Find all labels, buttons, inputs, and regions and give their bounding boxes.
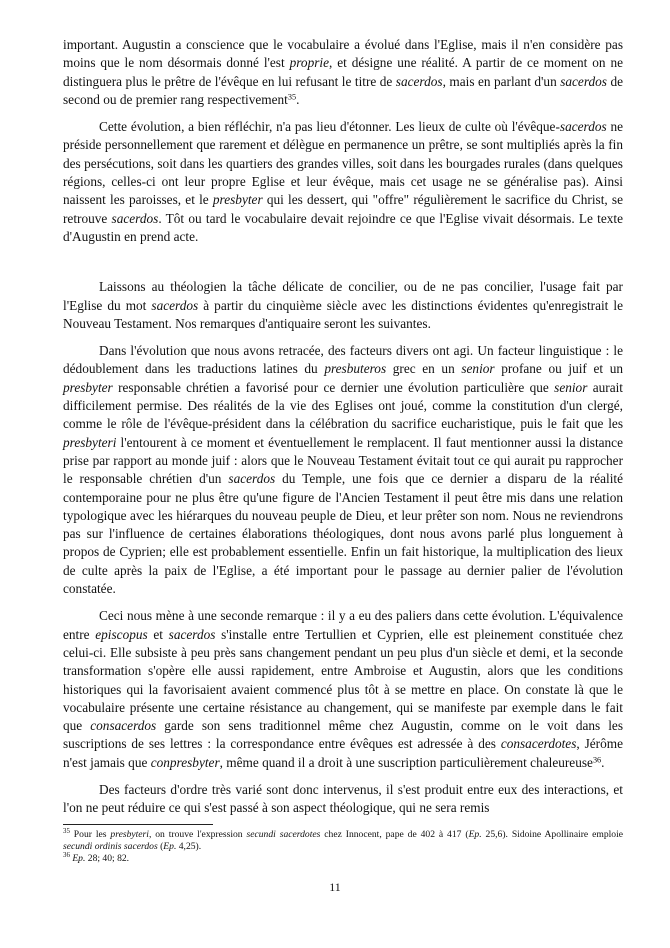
text-run: Laissons au théologien la tâche délicate de concilier, ou de ne pas concilier, l'usage fait par l'Eglise du mot [63, 279, 623, 313]
text-run: 4,25). [176, 840, 202, 852]
italic-term: episcopus [95, 626, 148, 642]
text-run: qui les dessert, qui "offre" régulièrement le sacrifice du Christ, se retrouve [63, 192, 623, 226]
page-body [63, 36, 623, 866]
text-run: profane ou juif et un [494, 361, 623, 377]
italic-term: presbyter [212, 192, 263, 208]
text-run: de second ou de premier rang respectivement [63, 73, 623, 107]
text-run: chez Innocent, pape de 402 à 417 ( [320, 828, 469, 840]
italic-term: Ep. [468, 828, 482, 840]
italic-term: presbyteri [63, 434, 117, 450]
footnote-35 [63, 829, 623, 854]
italic-term: conpresbyter [150, 754, 220, 770]
italic-term: sacerdos [111, 210, 159, 226]
footnote-marker: 36 [63, 852, 70, 860]
footnote-36 [63, 853, 623, 865]
italic-term: Ep. [72, 853, 86, 865]
italic-term: proprie [289, 55, 329, 71]
text-run: Des facteurs d'ordre très varié sont donc intervenus, il s'est produit entre eux des interactions, et l'on ne peut réduire ce qui s'est passé à son aspect théologique, qui ne sera remis [63, 781, 623, 816]
italic-term: presbuteros [324, 361, 387, 377]
italic-term: consacerdotes [500, 736, 577, 752]
italic-term: secundi ordinis sacerdos [63, 840, 158, 852]
text-run: Pour les [69, 828, 111, 840]
text-run: et [147, 626, 169, 642]
italic-term: Ep. [163, 840, 177, 852]
text-run: , mais en parlant d'un [442, 73, 561, 89]
text-run: 25,6). Sidoine Apollinaire emploie [481, 828, 624, 840]
text-run: responsable chrétien a favorisé pour ce dernier une évolution particulière que [112, 379, 555, 395]
italic-term: sacerdos [168, 626, 216, 642]
italic-term: sacerdos [228, 471, 276, 487]
italic-term: secundi sacerdotes [246, 828, 321, 840]
footnote-marker: 35 [63, 827, 70, 835]
text-run: , et désigne une réalité. A partir de ce moment on ne distinguera plus le prêtre de l'évêque en lui refusant le titre de [63, 55, 623, 89]
text-run: important. Augustin a conscience que le vocabulaire a évolué dans l'Eglise, mais il n'en considère pas moins que le nom désormais donné l'est [63, 37, 623, 71]
text-run: l'entourent à ce moment et éventuellement le remplacent. Il faut mentionner aussi la distance prise par rapport au monde juif : alors que le Nouveau Testament évitait tout ce qui aurait pu rapprocher le responsable chrétien d'un [63, 434, 623, 487]
paragraph-5 [63, 607, 623, 772]
text-run: Dans l'évolution que nous avons retracée, des facteurs divers ont agi. Un facteur linguistique : le dédoublement dans les traductions latines du [63, 343, 623, 377]
text-run: grec en un [386, 361, 462, 377]
italic-term: presbyter [63, 379, 113, 395]
text-run: aurait difficilement permise. Des réalités de la vie des Eglises ont joué, comme la constitution d'un clergé, comme le rôle de l'évêque-président dans la célébration du sacrifice eucharistique, puis le fait que les [63, 379, 624, 432]
italic-term: sacerdos [151, 297, 199, 313]
paragraph-3 [63, 278, 623, 333]
text-run: Ceci nous mène à une seconde remarque : il y a eu des paliers dans cette évolution. L'équivalence entre [63, 608, 623, 642]
text-run: , même quand il a droit à une suscription particulièrement chaleureuse [219, 754, 593, 770]
page-number: 11 [329, 880, 341, 894]
text-run: garde son sens traditionnel même chez Augustin, comme on le voit dans les suscriptions de ses lettres : la correspondance entre évêques est adressée à des [63, 718, 623, 752]
footnote-marker: 35 [287, 92, 297, 102]
italic-term: sacerdos [560, 73, 607, 89]
text-run: ne préside personnellement que rarement et délègue en permanence un prêtre, se sont multipliés après la fin des persécutions, soit dans les quartiers des grandes villes, soit dans les bourgades rurales (dans quelques régions, celles-ci ont leur propre Eglise et leur évêque, mais cet usage ne se généralise pas). Ainsi naissent les paroisses, et le [63, 119, 624, 208]
text-run: . [296, 91, 300, 107]
italic-term: sacerdos [395, 73, 443, 89]
italic-term: senior [461, 361, 495, 377]
italic-term: sacerdos [559, 119, 607, 135]
footnote-marker: 36 [592, 755, 602, 765]
paragraph-6 [63, 781, 623, 818]
text-run: , on trouve l'expression [148, 828, 247, 840]
text-run: du Temple, une fois que ce dernier a disparu de la réalité contemporaine pour ne plus être qu'une figure de l'Ancien Testament il peut être mis dans une relation typologique avec les hiérarques du nouveau peuple de Dieu, et leur prêter son nom. Nous ne reviendrons pas sur l'influence de certaines élaborations théologiques, dont nous avons parlé plus longuement à propos de Cyprien; elle est probablement essentielle. Enfin un fait historique, la multiplication des lieux de culte après la paix de l'Eglise, a été important pour le passage au dernier palier de l'évolution constatée. [63, 471, 623, 597]
paragraph-2 [63, 118, 623, 246]
paragraph-4 [63, 342, 623, 598]
text-run: ( [157, 840, 164, 852]
text-run: . [601, 754, 605, 770]
italic-term: senior [554, 379, 588, 395]
italic-term: presbyteri [110, 828, 149, 840]
italic-term: consacerdos [90, 718, 157, 734]
paragraph-1 [63, 36, 623, 109]
text-run: . Tôt ou tard le vocabulaire devait rejoindre ce que l'Eglise vivait désormais. Le texte d'Augustin en prend acte. [63, 210, 623, 244]
text-run: Cette évolution, a bien réfléchir, n'a pas lieu d'étonner. Les lieux de culte où l'évêque- [99, 119, 560, 135]
text-run: s'installe entre Tertullien et Cyprien, elle est pleinement constituée chez celui-ci. Elle subsiste à peu près sans changement pendant un peu plus d'un siècle et demi, et la seconde transformation s'opère elle aussi rapidement, entre Ambroise et Augustin, alors que les conditions historiques qui la favorisaient avaient commencé plus tôt à se mettre en place. On constate là que le vocabulaire présente une certaine résistance au changement, qui se manifeste par exemple dans le fait que [63, 626, 623, 734]
footnote-divider [63, 824, 213, 825]
text-run: 28; 40; 82. [85, 853, 130, 865]
text-run: à partir du cinquième siècle avec les distinctions évidentes qu'enregistrait le Nouveau Testament. Nos remarques d'antiquaire seront les suivantes. [63, 297, 623, 331]
text-run: , Jérôme n'est jamais que [63, 736, 623, 770]
